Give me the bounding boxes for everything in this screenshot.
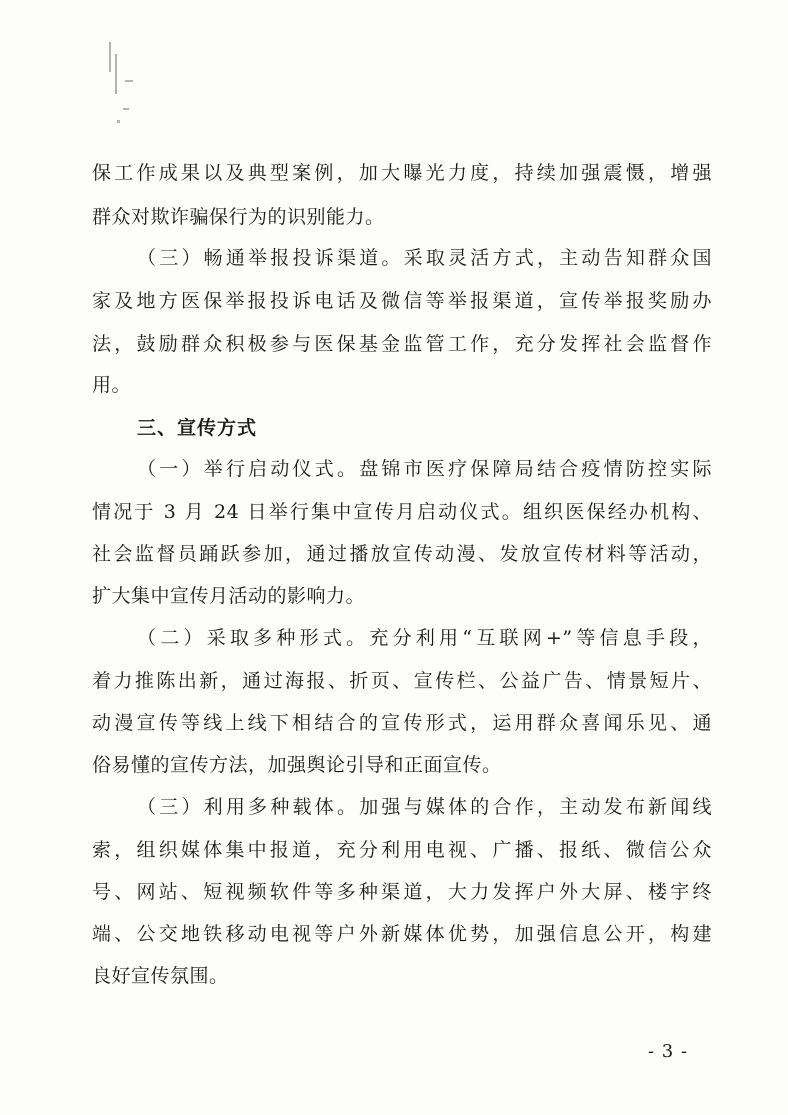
scan-marks — [95, 40, 155, 130]
text-line: 端、公交地铁移动电视等户外新媒体优势，加强信息公开，构建 — [92, 923, 712, 945]
text-line: 情况于 3 月 24 日举行集中宣传月启动仪式。组织医保经办机构、 — [92, 501, 712, 523]
text-line: 扩大集中宣传月活动的影响力。 — [92, 585, 366, 607]
text-line: 俗易懂的宣传方法，加强舆论引导和正面宣传。 — [92, 754, 502, 776]
text-line: 号、网站、短视频软件等多种渠道，大力发挥户外大屏、楼宇终 — [92, 881, 712, 903]
text-line: 动漫宣传等线上线下相结合的宣传形式，运用群众喜闻乐见、通 — [92, 712, 712, 734]
text-line: 用。 — [92, 374, 132, 396]
text-line: 良好宣传氛围。 — [92, 965, 229, 987]
text-line: 法，鼓励群众积极参与医保基金监管工作，充分发挥社会监督作 — [92, 333, 712, 355]
text-line: （一）举行启动仪式。盘锦市医疗保障局结合疫情防控实际 — [137, 458, 712, 480]
text-line: 索，组织媒体集中报道，充分利用电视、广播、报纸、微信公众 — [92, 839, 712, 861]
section-heading: 三、宣传方式 — [137, 417, 258, 439]
page-number: - 3 - — [648, 1041, 689, 1062]
text-line: 着力推陈出新，通过海报、折页、宣传栏、公益广告、情景短片、 — [92, 670, 712, 692]
text-line: 保工作成果以及典型案例，加大曝光力度，持续加强震慑，增强 — [92, 162, 712, 184]
text-line: （三）利用多种载体。加强与媒体的合作，主动发布新闻线 — [137, 796, 712, 818]
text-line: （二）采取多种形式。充分利用“互联网+”等信息手段， — [137, 627, 712, 649]
text-line: 群众对欺诈骗保行为的识别能力。 — [92, 206, 385, 228]
text-line: 社会监督员踊跃参加，通过播放宣传动漫、发放宣传材料等活动， — [92, 543, 712, 565]
text-line: （三）畅通举报投诉渠道。采取灵活方式，主动告知群众国 — [137, 247, 712, 269]
text-line: 家及地方医保举报投诉电话及微信等举报渠道，宣传举报奖励办 — [92, 290, 712, 312]
